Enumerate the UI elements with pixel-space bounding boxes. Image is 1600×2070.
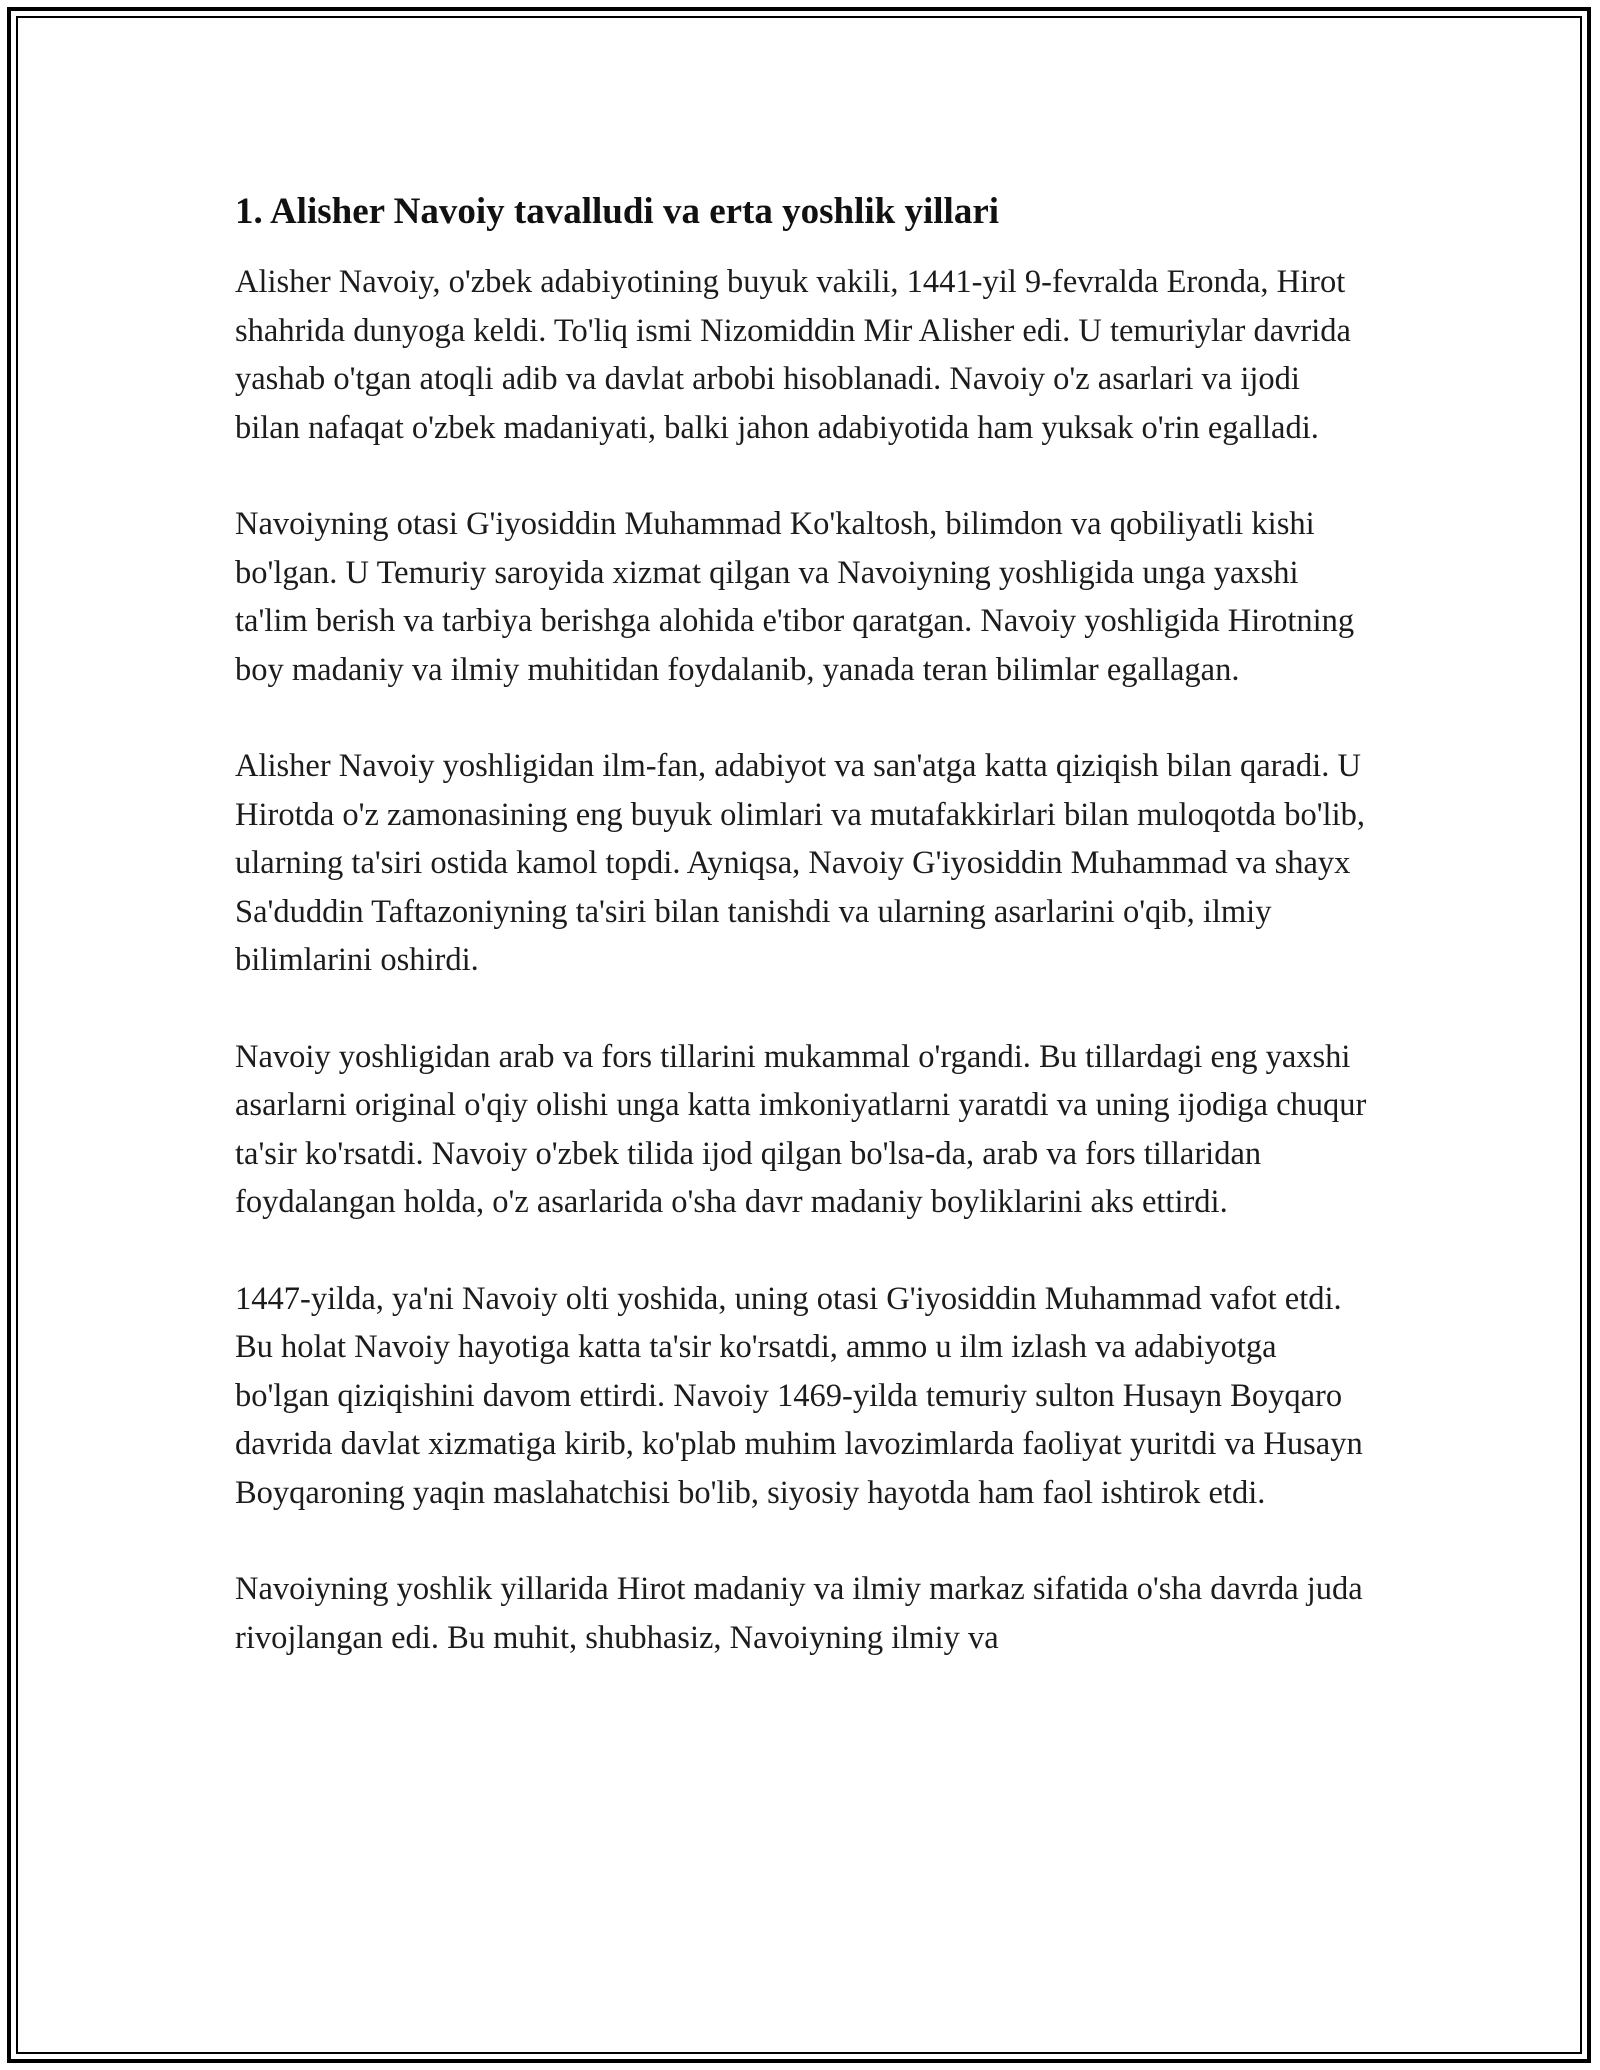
paragraph-3: Alisher Navoiy yoshligidan ilm-fan, adabiyot va san'atga katta qiziqish bilan qaradi. U Hirotda o'z zamonasining eng buyuk olimlari va mutafakkirlari bilan muloqotda bo'lib, ularning ta'siri ostida kamol topdi. Ayniqsa, Navoiy G'iyosiddin Muhammad va shayx Sa'duddin Taftazoniyning ta'siri bilan tanishdi va ularning asarlarini o'qib, ilmiy bilimlarini oshirdi. xyxy=(235,748,1365,978)
paragraph-1: Alisher Navoiy, o'zbek adabiyotining buyuk vakili, 1441-yil 9-fevralda Eronda, Hirot shahrida dunyoga keldi. To'liq ismi Nizomiddin Mir Alisher edi. U temuriylar davrida yashab o'tgan atoqli adib va davlat arbobi hisoblanadi. Navoiy o'z asarlari va ijodi bilan nafaqat o'zbek madaniyati, balki jahon adabiyotida ham yuksak o'rin egalladi. xyxy=(235,264,1351,446)
paragraph-2: Navoiyning otasi G'iyosiddin Muhammad Ko'kaltosh, bilimdon va qobiliyatli kishi bo'lgan. U Temuriy saroyida xizmat qilgan va Navoiyning yoshligida unga yaxshi ta'lim berish va tarbiya berishga alohida e'tibor qaratgan. Navoiy yoshligida Hirotning boy madaniy va ilmiy muhitidan foydalanib, yanada teran bilimlar egallagan. xyxy=(235,506,1355,688)
paragraph-6: Navoiyning yoshlik yillarida Hirot madaniy va ilmiy markaz sifatida o'sha davrda juda rivojlangan edi. Bu muhit, shubhasiz, Navoiyning ilmiy va xyxy=(235,1571,1363,1656)
document-body xyxy=(235,188,1370,1710)
paragraph-5: 1447-yilda, ya'ni Navoiy olti yoshida, uning otasi G'iyosiddin Muhammad vafot etdi. Bu holat Navoiy hayotiga katta ta'sir ko'rsatdi, ammo u ilm izlash va adabiyotga bo'lgan qiziqishini davom ettirdi. Navoiy 1469-yilda temuriy sulton Husayn Boyqaro davrida davlat xizmatiga kirib, ko'plab muhim lavozimlarda faoliyat yuritdi va Husayn Boyqaroning yaqin maslahatchisi bo'lib, siyosiy hayotda ham faol ishtirok etdi. xyxy=(235,1280,1363,1511)
paragraph-4: Navoiy yoshligidan arab va fors tillarini mukammal o'rgandi. Bu tillardagi eng yaxshi asarlarni original o'qiy olishi unga katta imkoniyatlarni yaratdi va uning ijodiga chuqur ta'sir ko'rsatdi. Navoiy o'zbek tilida ijod qilgan bo'lsa-da, arab va fors tillaridan foydalangan holda, o'z asarlarida o'sha davr madaniy boyliklarini aks ettirdi. xyxy=(235,1038,1367,1220)
section-title: 1. Alisher Navoiy tavalludi va erta yoshlik yillari xyxy=(235,191,1000,232)
